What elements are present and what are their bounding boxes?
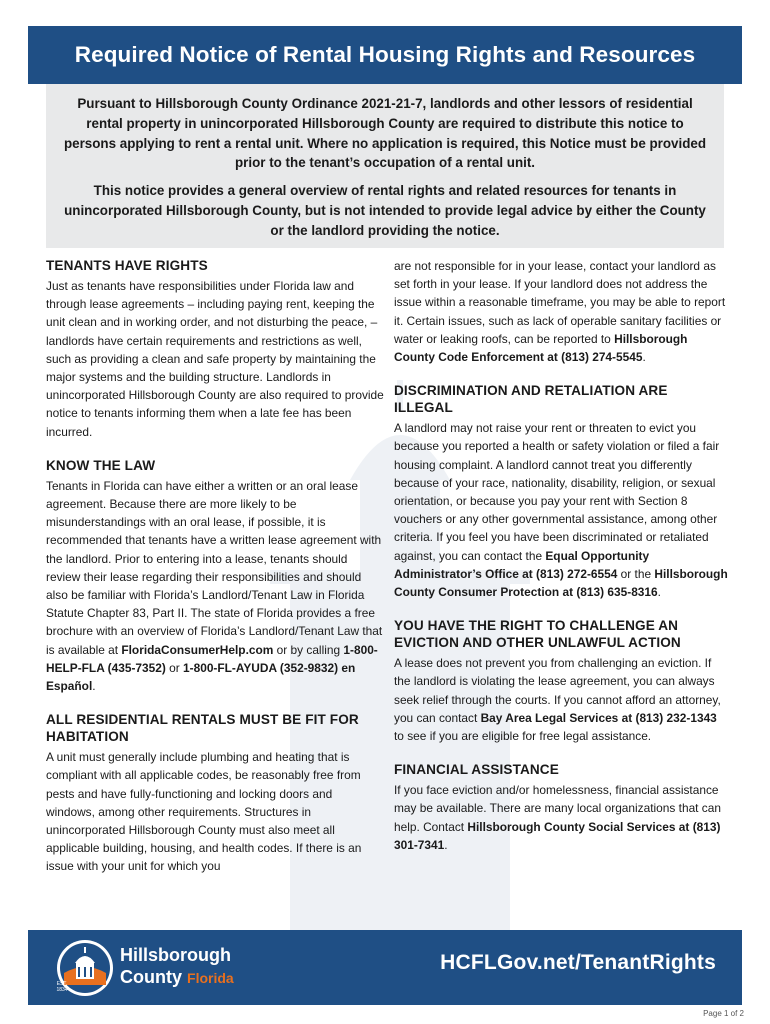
discrimination-text-b: or the [617,566,655,581]
text-financial [394,781,730,854]
know-law-text-a: Tenants in Florida can have either a written or an oral lease agreement. Because there are more likely to be misunderstandings with an oral lease, if possible, it is recommended that tenants have a written lease agreement with the landlord. Prior to entering into a lease, tenants should review their lease regarding their responsibilities and should also be familiar with Florida’s Landlord/Tenant Law in Florida Statute Chapter 83, Part II. The state of Florida provides a free brochure with an overview of Florida’s Landlord/Tenant Law that is available at [46,478,383,657]
seal-established-text: EST. 1834 [56,981,68,993]
brand-county: County [120,967,182,987]
text-know-law [46,477,384,695]
brand-florida: Florida [187,970,234,986]
heading-fit-habitation: ALL RESIDENTIAL RENTALS MUST BE FIT FOR HABITATION [46,712,359,745]
footer-banner [28,930,742,1005]
top-margin [0,0,770,26]
heading-eviction: YOU HAVE THE RIGHT TO CHALLENGE AN EVICTION AND OTHER UNLAWFUL ACTION [394,618,681,651]
section-discrimination [394,382,730,601]
text-discrimination [394,419,730,601]
title-banner [28,26,742,84]
code-enforcement-contact: Hillsborough County Code Enforcement at (813) 274-5545 [394,331,688,365]
page-number: Page 1 of 2 [703,1009,744,1018]
section-know-law [46,457,384,695]
tenant-rights-url[interactable]: HCFLGov.net/TenantRights [440,951,716,974]
left-column [46,257,384,876]
discrimination-text-a: A landlord may not raise your rent or threaten to evict you because you reported a health or safety violation or filed a fair housing complaint. A landlord cannot treat you differently because of your race, nationality, disability, religion, or sexual orientation, or because you pay your rent with Section 8 vouchers or any other governmental assistance, among other criteria. If you feel you have been discriminated or retaliated against, you can contact the [394,421,720,563]
financial-text-a: If you face eviction and/or homelessness, financial assistance may be available. There are many local organizations that can help. Contact [394,783,721,834]
fit-cont-end: . [642,350,646,365]
discrimination-text-c: . [657,585,661,600]
right-column [394,257,730,854]
know-law-text-c: or [165,660,184,675]
intro-paragraph-2: This notice provides a general overview of rental rights and related resources for tenants in unincorporated Hillsborough County, but is not intended to provide legal advice by either the County or the landlord providing the notice. [64,183,706,238]
intro-paragraph-1: Pursuant to Hillsborough County Ordinance 2021-21-7, landlords and other lessors of residential rental property in unincorporated Hillsborough County are required to distribute this notice to persons applying to rent a rental unit. Where no application is required, this Notice must be provided prior to the tenant’s occupation of a rental unit. [63,96,707,171]
section-eviction [394,617,730,745]
heading-tenants-rights: TENANTS HAVE RIGHTS [46,258,208,273]
text-fit-continued [394,257,730,366]
help-fla-phone: 1-800-HELP-FLA (435-7352) [46,642,378,675]
section-fit-continued [394,257,730,366]
text-fit-habitation: A unit must generally include plumbing and heating that is compliant with all applicable codes, be reasonably free from pests and have fully-functioning and locking doors and windows, among other requirements. Structures in unincorporated Hillsborough County must also meet all applicable building, housing, and health codes. If there is an issue with your unit for which you [46,750,362,874]
section-fit-habitation [46,711,384,875]
heading-discrimination: DISCRIMINATION AND RETALIATION ARE ILLEGAL [394,383,668,416]
heading-know-law: KNOW THE LAW [46,457,156,473]
heading-financial: FINANCIAL ASSISTANCE [394,762,559,778]
section-tenants-rights [46,257,384,441]
section-financial [394,761,730,854]
social-services-contact: Hillsborough County Social Services at (813) 301-7341 [394,819,721,852]
county-brand [120,944,234,989]
know-law-text-b: or by calling [273,642,344,657]
intro-box [46,84,724,248]
fit-cont-text: are not responsible for in your lease, contact your landlord as set forth in your lease. If your landlord does not address the issue within a reasonable timeframe, you may be able to report it. Certain issues, such as lack of operable sanitary facilities or water or leaking roofs, can be reported to [394,259,726,346]
brand-hillsborough: Hillsborough [120,945,231,965]
fl-ayuda-phone: 1-800-FL-AYUDA (352-9832) en Español [46,660,356,694]
financial-text-b: . [444,837,448,852]
text-eviction [394,654,730,745]
eviction-text-b: to see if you are eligible for free legal assistance. [394,729,652,744]
brand-county-line [120,966,234,989]
consumer-protection-contact: Hillsborough County Consumer Protection at (813) 635-8316 [394,566,728,600]
legal-services-contact: Bay Area Legal Services at (813) 232-1343 [480,710,717,725]
consumer-help-link: FloridaConsumerHelp.com [121,642,274,657]
eviction-text-a: A lease does not prevent you from challenging an eviction. If the landlord is violating the lease agreement, you can always seek relief through the courts. If you cannot afford an attorney, you can contact [394,656,721,725]
equal-opportunity-contact: Equal Opportunity Administrator’s Office at (813) 272-6554 [394,548,650,581]
page-title: Required Notice of Rental Housing Rights and Resources [74,42,696,67]
text-tenants-rights: Just as tenants have responsibilities under Florida law and through lease agreements – including paying rent, keeping the unit clean and in working order, and not disturbing the peace, – landlords have certain requirements and restrictions as well, such as providing a clean and safe property by maintaining the major systems and the building structure. Landlords in unincorporated Hillsborough County are also required to provide notice to tenants informing them when a late fee has been incurred. [46,279,384,439]
know-law-text-d: . [92,679,96,694]
